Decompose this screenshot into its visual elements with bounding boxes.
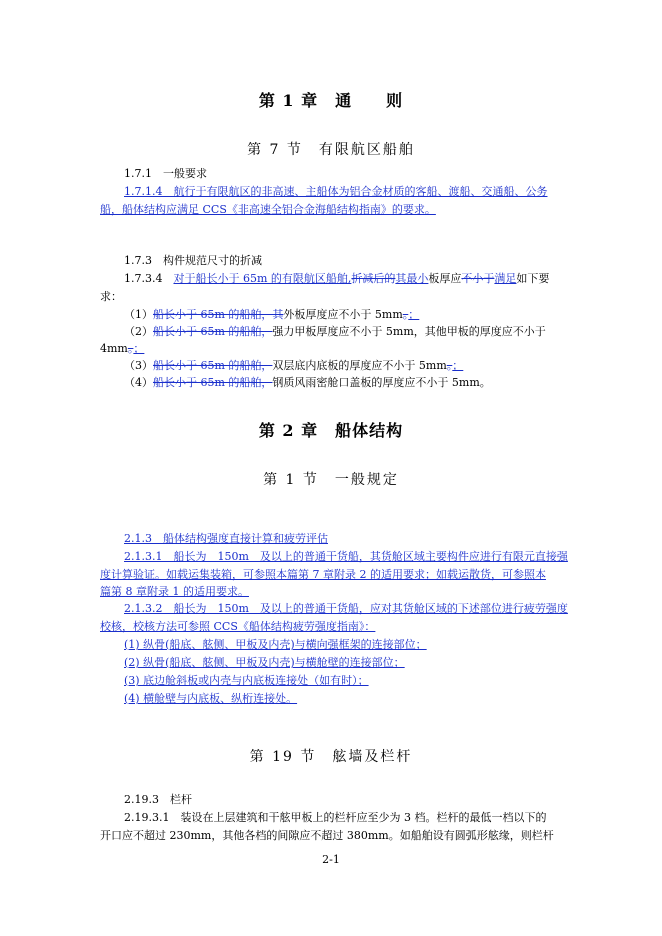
para-2-19-3-1-line2: 开口应不超过 230mm，其他各档的间隙应不超过 380mm。如船舶设有圆弧形舷缘，则栏杆: [100, 829, 554, 842]
para-2-1-3-2-line1: 2.1.3.2 船长为 150m 及以上的普通干货船，应对其货舱区域的下述部位进行疲劳强度: [124, 602, 568, 615]
para-2-19-3-1-line1: 2.19.3.1 装设在上层建筑和干舷甲板上的栏杆应至少为 3 档。栏杆的最低一档以下的: [124, 811, 547, 824]
para-1-7-1-4-line2: 船，船体结构应满足 CCS《非高速全铝合金海船结构指南》的要求。: [100, 203, 436, 216]
para-2-1-3-1-line1: 2.1.3.1 船长为 150m 及以上的普通干货船，其货舱区域主要构件应进行有限元直接强: [124, 550, 568, 563]
heading-1-7-3: 1.7.3 构件规范尺寸的折减: [124, 254, 262, 267]
section-19-title: 第 19 节 舷墙及栏杆: [249, 749, 413, 765]
section-7-title: 第 7 节 有限航区船舶: [247, 142, 415, 158]
item-1: （1）船长小于 65m 的船舶，其外板厚度应不小于 5mm。；: [124, 308, 420, 321]
para-1-7-3-4-line2: 求：: [100, 290, 122, 303]
chapter-2-title: 第 2 章 船体结构: [258, 421, 404, 440]
para-2-1-3-1-line2: 度计算验证。如载运集装箱，可参照本篇第 7 章附录 2 的适用要求；如载运散货，可参照本: [100, 568, 546, 581]
list-item-3: (3) 底边舱斜板或内壳与内底板连接处（如有时）；: [124, 674, 369, 687]
list-item-4: (4) 横舱壁与内底板、纵桁连接处。: [124, 692, 298, 705]
para-2-1-3-1-line3: 篇第 8 章附录 1 的适用要求。: [100, 585, 249, 598]
heading-2-1-3: 2.1.3 船体结构强度直接计算和疲劳评估: [124, 532, 328, 545]
item-2-line2: 4mm。；: [100, 342, 145, 355]
heading-2-19-3: 2.19.3 栏杆: [124, 793, 192, 806]
page-number: 2-1: [322, 853, 340, 866]
list-item-2: (2) 纵骨(船底、舷侧、甲板及内壳)与横舱壁的连接部位；: [124, 656, 405, 669]
para-2-1-3-2-line2: 校核，校核方法可参照 CCS《船体结构疲劳强度指南》：: [100, 620, 376, 633]
item-3: （3）船长小于 65m 的船舶，双层底内底板的厚度应不小于 5mm。；: [124, 359, 464, 372]
para-1-7-3-4-line1: 1.7.3.4 对于船长小于 65m 的有限航区船舶,折减后的其最小板厚应不小于满足如下要: [124, 272, 550, 285]
list-item-1: (1) 纵骨(船底、舷侧、甲板及内壳)与横向强框架的连接部位；: [124, 638, 427, 651]
chapter-1-title: 第 1 章 通 则: [258, 91, 404, 110]
section-1-title: 第 1 节 一般规定: [263, 472, 399, 488]
para-1-7-1-4-line1: 1.7.1.4 航行于有限航区的非高速、主船体为铝合金材质的客船、渡船、交通船、公务: [124, 185, 548, 198]
item-2-line1: （2）船长小于 65m 的船舶，强力甲板厚度应不小于 5mm，其他甲板的厚度应不小于: [124, 325, 546, 338]
heading-1-7-1: 1.7.1 一般要求: [124, 167, 207, 180]
item-4: （4）船长小于 65m 的船舶，钢质风雨密舱口盖板的厚度应不小于 5mm。: [124, 376, 491, 389]
